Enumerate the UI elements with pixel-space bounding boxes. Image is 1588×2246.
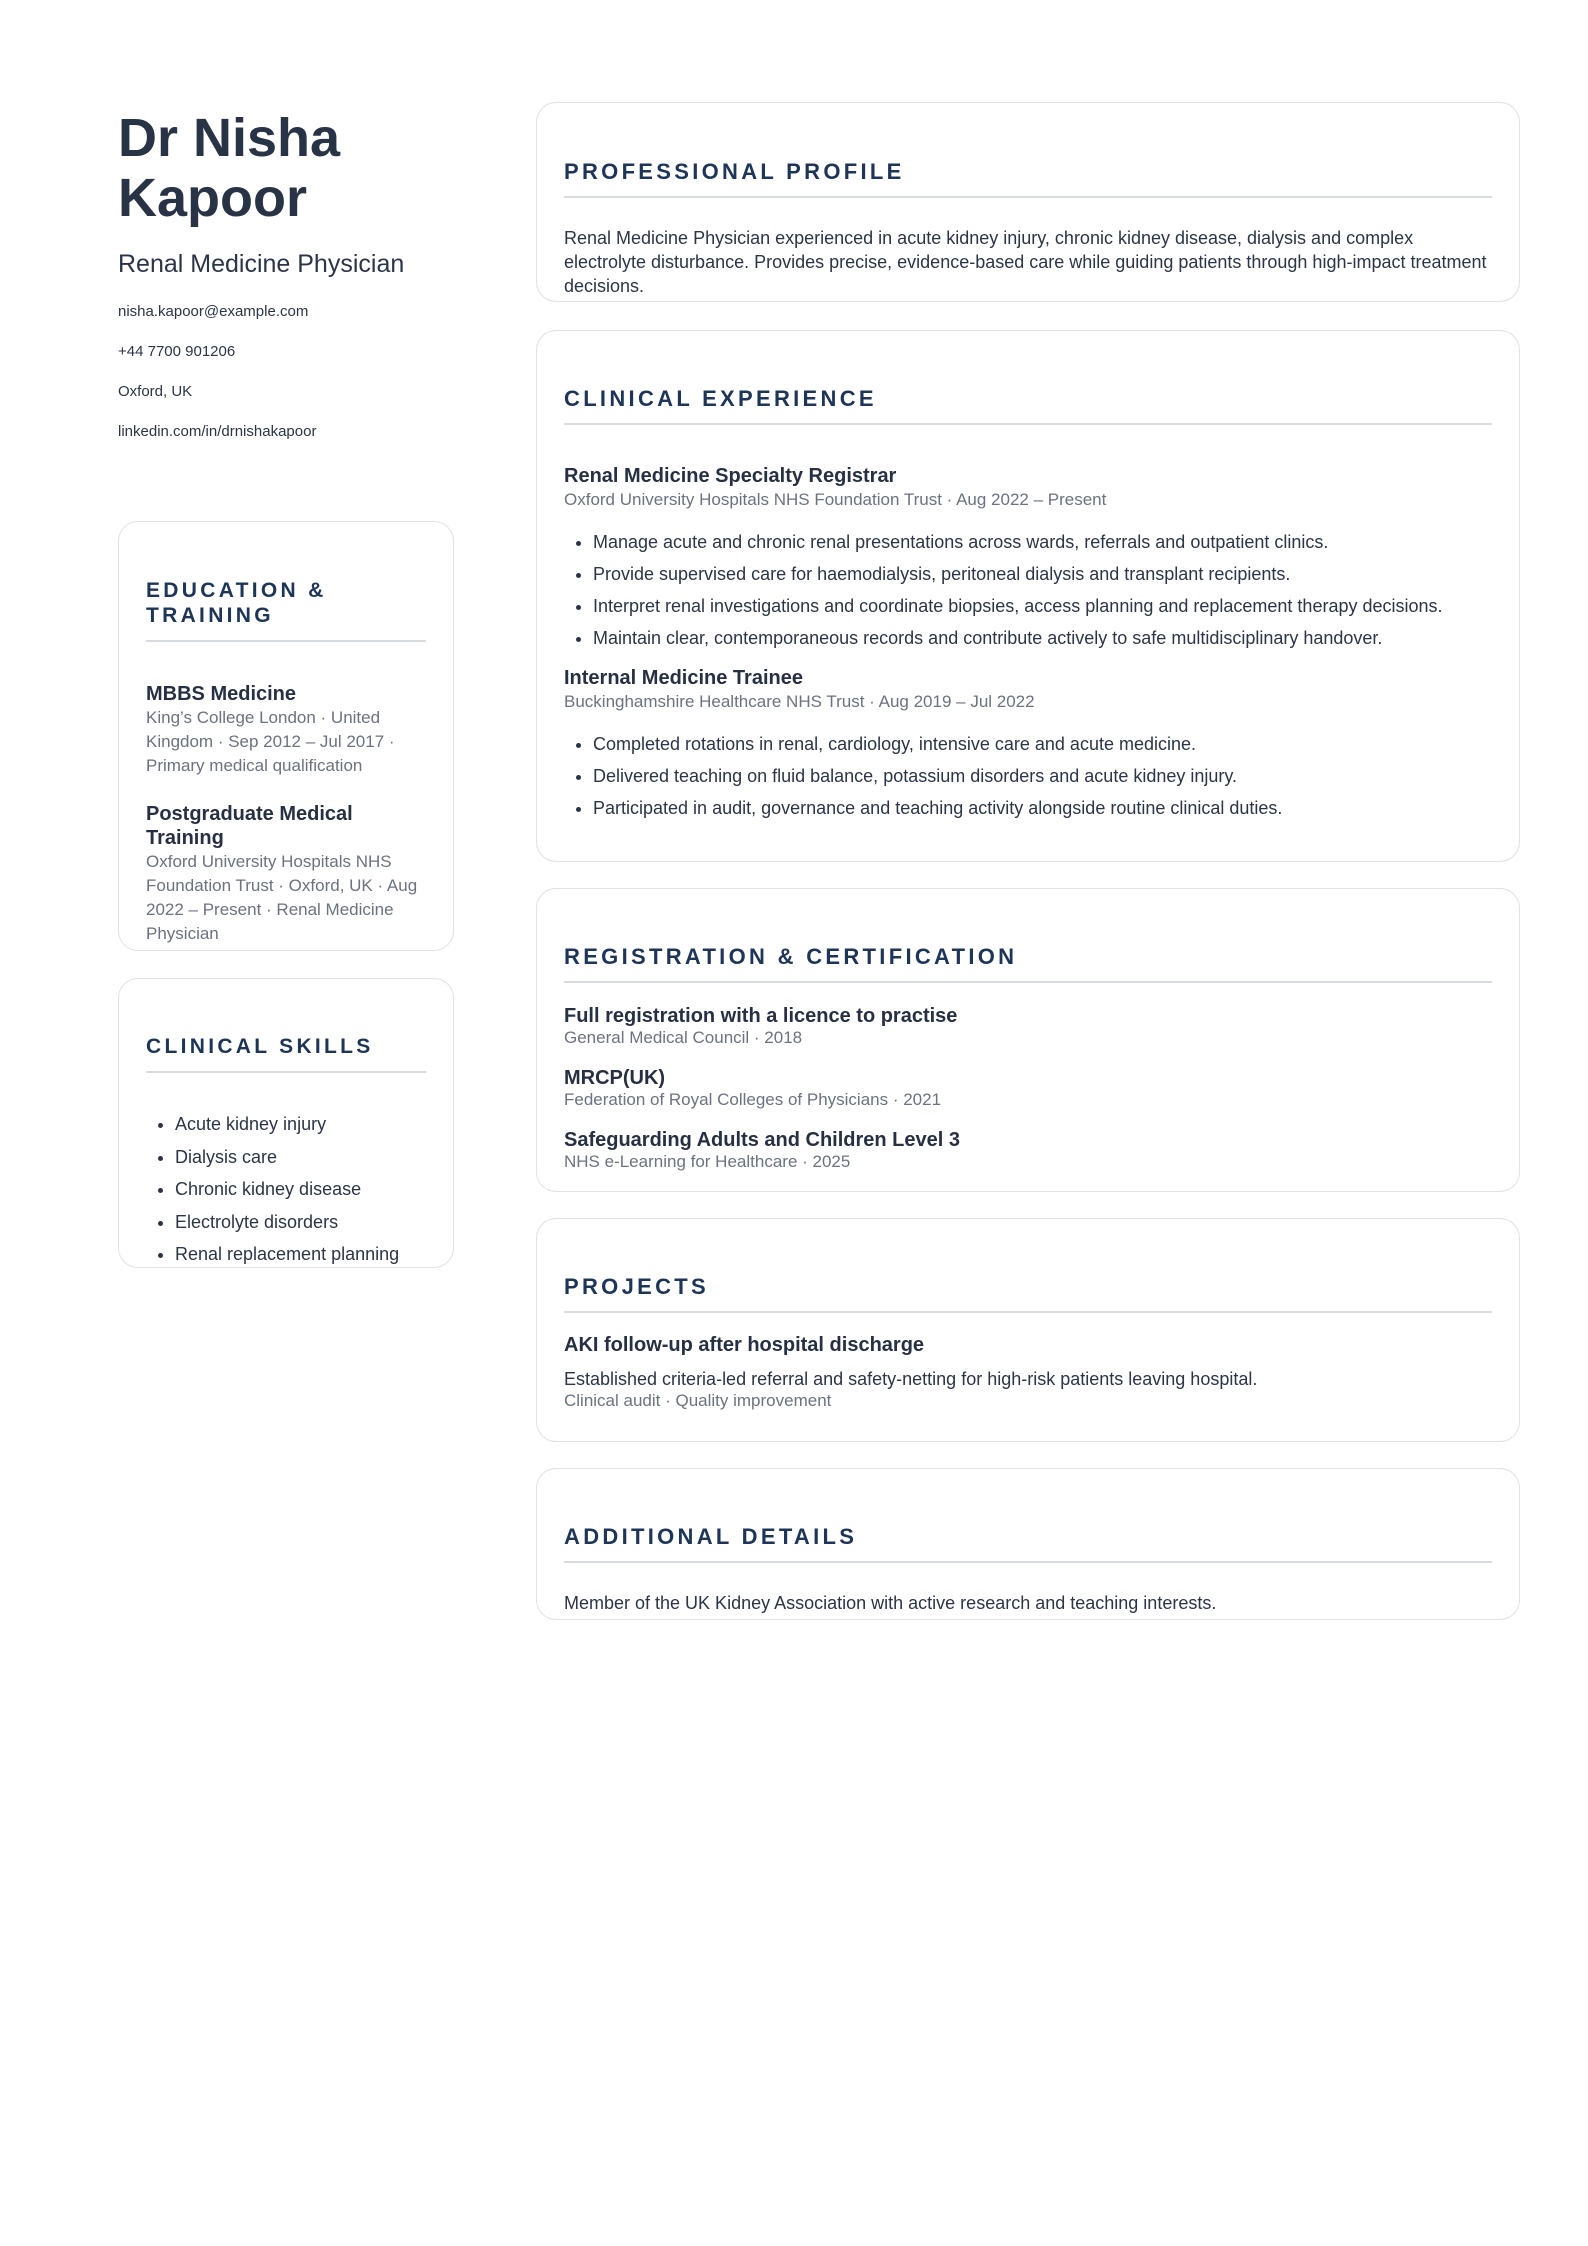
name-line-2: Kapoor — [118, 168, 307, 228]
phone-number: +44 7700 901206 — [118, 343, 236, 360]
registration-section-title: REGISTRATION & CERTIFICATION — [564, 944, 1492, 983]
profile-summary: Renal Medicine Physician experienced in acute kidney injury, chronic kidney disease, dialysis and complex electrolyte disturbance. Provides precise, evidence-based care while guiding patients through high-impact treatment decisions. — [564, 228, 1487, 296]
skills-list — [146, 1108, 426, 1268]
candidate-name — [118, 108, 452, 228]
list-item: • Maintain clear, contemporaneous records and contribute actively to safe multidisciplinary handover. — [593, 626, 1492, 650]
job-title: Renal Medicine Physician — [118, 250, 405, 278]
experience-card — [536, 330, 1520, 862]
sidebar — [118, 108, 452, 462]
job-bullets — [564, 732, 1492, 820]
list-item: • Manage acute and chronic renal presentations across wards, referrals and outpatient clinics. — [593, 530, 1492, 554]
job-entry — [564, 666, 1492, 820]
list-item: • Chronic kidney disease — [175, 1173, 426, 1206]
additional-text: Member of the UK Kidney Association with active research and teaching interests. — [564, 1593, 1217, 1613]
job-entry — [564, 464, 1492, 650]
additional-section-title: ADDITIONAL DETAILS — [564, 1524, 1492, 1563]
education-card — [118, 521, 454, 951]
registration-entry — [564, 1004, 1492, 1048]
registration-entry — [564, 1066, 1492, 1110]
job-title: Internal Medicine Trainee — [564, 667, 803, 689]
job-meta: Oxford University Hospitals NHS Foundation Trust · Aug 2022 – Present — [564, 490, 1107, 509]
job-bullets — [564, 530, 1492, 650]
job-title: Renal Medicine Specialty Registrar — [564, 465, 897, 487]
additional-card — [536, 1468, 1520, 1620]
list-item: • Interpret renal investigations and coordinate biopsies, access planning and replacement therapy decisions. — [593, 594, 1492, 618]
registration-entry-title: MRCP(UK) — [564, 1067, 666, 1089]
list-item: • Electrolyte disorders — [175, 1206, 426, 1239]
email-link[interactable]: nisha.kapoor@example.com — [118, 303, 309, 320]
education-entry — [146, 682, 426, 778]
list-item: • Delivered teaching on fluid balance, potassium disorders and acute kidney injury. — [593, 764, 1492, 788]
registration-card — [536, 888, 1520, 1192]
job-meta: Buckinghamshire Healthcare NHS Trust · Aug 2019 – Jul 2022 — [564, 692, 1035, 711]
skills-section-title: CLINICAL SKILLS — [146, 1034, 426, 1073]
contact-info — [118, 302, 452, 462]
education-entry — [146, 802, 426, 946]
project-tags: Clinical audit · Quality improvement — [564, 1391, 832, 1410]
profile-card — [536, 102, 1520, 302]
education-entry-meta: King’s College London · United Kingdom · Sep 2012 – Jul 2017 · Primary medical qualification — [146, 708, 395, 775]
profile-section-title: PROFESSIONAL PROFILE — [564, 159, 1492, 198]
list-item: • Participated in audit, governance and teaching activity alongside routine clinical duties. — [593, 796, 1492, 820]
registration-entry-meta: Federation of Royal Colleges of Physicians · 2021 — [564, 1090, 942, 1109]
project-title: AKI follow-up after hospital discharge — [564, 1334, 925, 1356]
registration-entry-meta: General Medical Council · 2018 — [564, 1028, 803, 1047]
list-item: • Completed rotations in renal, cardiology, intensive care and acute medicine. — [593, 732, 1492, 756]
project-description: Established criteria-led referral and safety-netting for high-risk patients leaving hospital. — [564, 1369, 1258, 1389]
experience-section-title: CLINICAL EXPERIENCE — [564, 386, 1492, 425]
education-entry-title: Postgraduate Medical Training — [146, 803, 353, 849]
registration-entry — [564, 1128, 1492, 1172]
projects-section-title: PROJECTS — [564, 1274, 1492, 1313]
education-entry-title: MBBS Medicine — [146, 683, 297, 705]
location: Oxford, UK — [118, 383, 193, 400]
list-item: • Dialysis care — [175, 1141, 426, 1174]
registration-entry-title: Full registration with a licence to practise — [564, 1005, 958, 1027]
registration-entry-title: Safeguarding Adults and Children Level 3 — [564, 1129, 960, 1151]
name-line-1: Dr Nisha — [118, 108, 341, 168]
project-entry — [564, 1333, 1492, 1411]
registration-entry-meta: NHS e-Learning for Healthcare · 2025 — [564, 1152, 851, 1171]
linkedin-link[interactable]: linkedin.com/in/drnishakapoor — [118, 423, 317, 440]
list-item: • Renal replacement planning — [175, 1238, 426, 1268]
list-item: • Acute kidney injury — [175, 1108, 426, 1141]
list-item: • Provide supervised care for haemodialysis, peritoneal dialysis and transplant recipients. — [593, 562, 1492, 586]
projects-card — [536, 1218, 1520, 1442]
education-section-title: EDUCATION & TRAINING — [146, 578, 426, 642]
skills-card — [118, 978, 454, 1268]
education-entry-meta: Oxford University Hospitals NHS Foundation Trust · Oxford, UK · Aug 2022 – Present · Renal Medicine Physician — [146, 852, 418, 943]
